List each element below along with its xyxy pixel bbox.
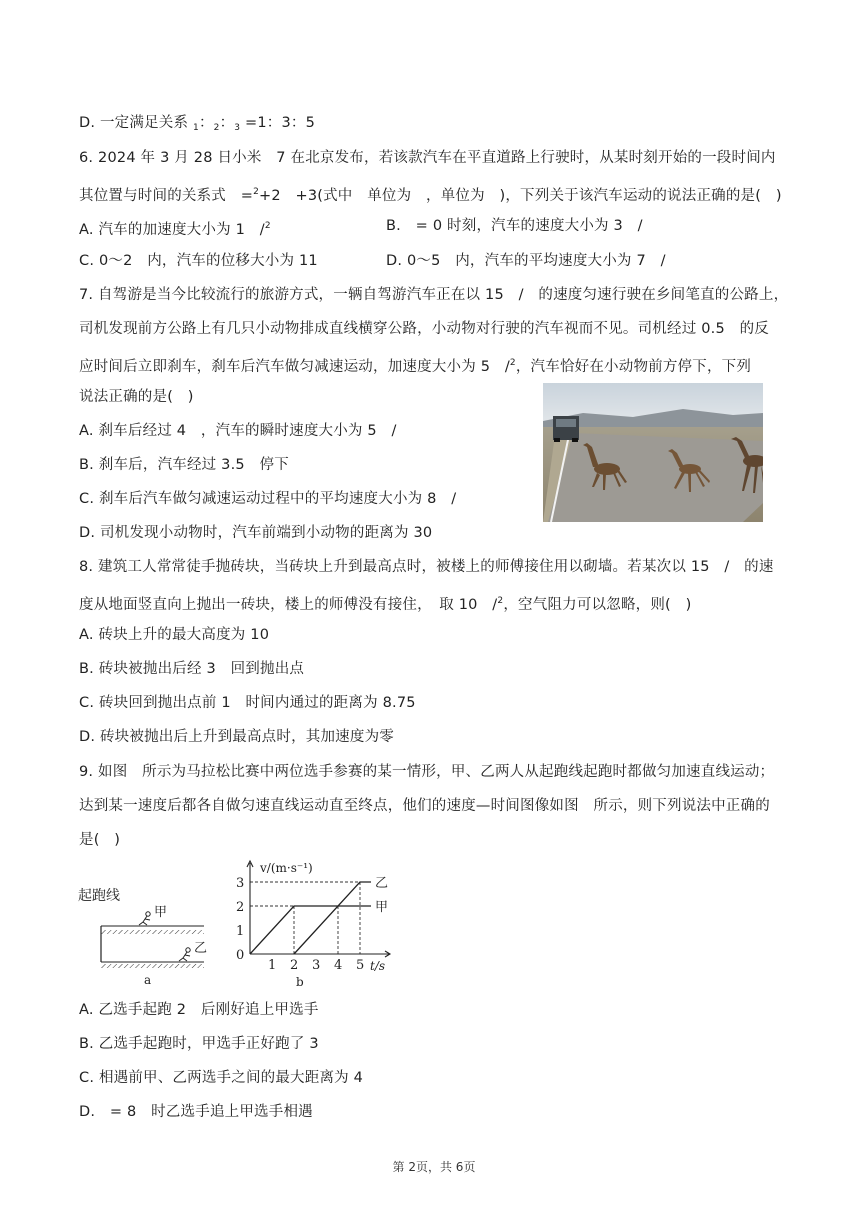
series-line-0 bbox=[250, 906, 371, 954]
q7-stem-line-1: 7. 自驾游是当今比较流行的旅游方式，一辆自驾游汽车正在以 15 / 的速度匀速行驶在乡间笔直的公路上， bbox=[79, 287, 789, 303]
q9-stem-line-1: 9. 如图 所示为马拉松比赛中两位选手参赛的某一情形，甲、乙两人从起跑线起跑时都做匀加速直线运动； bbox=[79, 764, 775, 780]
q9-option-b: B. 乙选手起跑时，甲选手正好跑了 3 bbox=[79, 1036, 319, 1052]
figure-a-track bbox=[76, 880, 216, 990]
q6-option-c: C. 0～2 内，汽车的位移大小为 11 bbox=[79, 253, 318, 269]
series-line-1 bbox=[294, 882, 371, 954]
x-tick-label-2: 2 bbox=[290, 958, 299, 973]
q5-option-d-ratio: =1：3：5 bbox=[245, 115, 316, 131]
q7-option-d: D. 司机发现小动物时，汽车前端到小动物的距离为 30 bbox=[79, 525, 433, 541]
q7-stem-line-2: 司机发现前方公路上有几只小动物排成直线横穿公路，小动物对行驶的汽车视而不见。司机经过 0.5 的反 bbox=[79, 321, 769, 337]
q6-option-a: A. 汽车的加速度大小为 1 /$^2$ bbox=[79, 221, 271, 238]
q7-stem-3a: 应时间后立即刹车，刹车后汽车做匀减速运动，加速度大小为 5 / bbox=[79, 359, 510, 375]
q7-option-c: C. 刹车后汽车做匀减速运动过程中的平均速度大小为 8 / bbox=[79, 491, 457, 507]
q6-stem-line-2: 其位置与时间的关系式 =$^2$+2 +3(式中 单位为 ，单位为 )，下列关于该汽车运动的说法正确的是( ) bbox=[79, 187, 782, 204]
runner-jia-label: 甲 bbox=[154, 905, 168, 920]
series-label-1: 乙 bbox=[375, 876, 389, 891]
q8-stem-line-2: 度从地面竖直向上抛出一砖块，楼上的师傅没有接住， 取 10 /$^2$，空气阻力可以忽略，则( ) bbox=[79, 596, 692, 613]
q7-stem-line-3: 应时间后立即刹车，刹车后汽车做匀减速运动，加速度大小为 5 /$^2$，汽车恰好在小动物前方停下，下列 bbox=[79, 358, 752, 375]
road-animals-photo bbox=[543, 383, 763, 522]
q8-option-b: B. 砖块被抛出后经 3 回到抛出点 bbox=[79, 661, 305, 677]
q7-stem-3b: ，汽车恰好在小动物前方停下，下列 bbox=[515, 359, 752, 375]
y-tick-label-3: 3 bbox=[236, 876, 245, 891]
q6-option-d: D. 0～5 内，汽车的平均速度大小为 7 / bbox=[386, 253, 666, 269]
x-axis-label: t/s bbox=[370, 959, 386, 973]
y-axis-label: v/(m·s⁻¹) bbox=[260, 861, 313, 875]
q5-option-d: D. 一定满足关系 $_1$：$_2$：$_3$ =1：3：5 bbox=[79, 115, 316, 133]
start-line-label: 起跑线 bbox=[78, 888, 120, 904]
q9-stem-line-3: 是( ) bbox=[79, 832, 121, 848]
x-tick-label-3: 3 bbox=[312, 958, 321, 973]
x-tick-label-1: 1 bbox=[268, 958, 277, 973]
y-tick-label-0: 0 bbox=[236, 948, 245, 963]
runner-jia-icon bbox=[139, 912, 150, 925]
truck-icon bbox=[553, 416, 579, 442]
q7-option-a: A. 刹车后经过 4 ，汽车的瞬时速度大小为 5 / bbox=[79, 423, 397, 439]
q8-option-a: A. 砖块上升的最大高度为 10 bbox=[79, 627, 270, 643]
runner-yi-label: 乙 bbox=[194, 941, 208, 956]
q8-option-c: C. 砖块回到抛出点前 1 时间内通过的距离为 8.75 bbox=[79, 695, 416, 711]
q6-stem-2a: 其位置与时间的关系式 = bbox=[79, 188, 254, 204]
q9-option-c: C. 相遇前甲、乙两选手之间的最大距离为 4 bbox=[79, 1070, 364, 1086]
runner-yi-icon bbox=[179, 948, 190, 961]
figure-b-caption: b bbox=[296, 975, 304, 989]
q8-stem-line-1: 8. 建筑工人常常徒手抛砖块，当砖块上升到最高点时，被楼上的师傅接住用以砌墙。若某次以 15 / 的速 bbox=[79, 559, 774, 575]
q6-stem-line-1: 6. 2024 年 3 月 28 日小米 7 在北京发布，若该款汽车在平直道路上行驶时，从某时刻开始的一段时间内 bbox=[79, 150, 776, 166]
x-tick-label-5: 5 bbox=[356, 958, 365, 973]
q6-stem-2b: +2 +3(式中 单位为 ，单位为 )，下列关于该汽车运动的说法正确的是( ) bbox=[259, 188, 782, 204]
q8-stem-2b: ，空气阻力可以忽略，则( ) bbox=[503, 597, 692, 613]
q9-stem-line-2: 达到某一速度后都各自做匀速直线运动直至终点，他们的速度—时间图像如图 所示，则下列说法中正确的 bbox=[79, 798, 770, 814]
q6-option-a-text: A. 汽车的加速度大小为 1 / bbox=[79, 222, 265, 238]
q7-stem-line-4: 说法正确的是( ) bbox=[79, 389, 194, 405]
q6-option-b: B. = 0 时刻，汽车的速度大小为 3 / bbox=[386, 218, 643, 234]
y-tick-label-2: 2 bbox=[236, 900, 245, 915]
figure-b-vt-chart bbox=[224, 858, 400, 990]
x-tick-label-4: 4 bbox=[334, 958, 343, 973]
series-label-0: 甲 bbox=[375, 900, 389, 915]
q8-stem-2a: 度从地面竖直向上抛出一砖块，楼上的师傅没有接住， 取 10 / bbox=[79, 597, 498, 613]
figure-a-caption: a bbox=[144, 973, 152, 987]
q7-option-b: B. 刹车后，汽车经过 3.5 停下 bbox=[79, 457, 289, 473]
q8-option-d: D. 砖块被抛出后上升到最高点时，其加速度为零 bbox=[79, 729, 394, 745]
y-tick-label-1: 1 bbox=[236, 924, 245, 939]
q9-option-a: A. 乙选手起跑 2 后刚好追上甲选手 bbox=[79, 1002, 319, 1018]
q5-option-d-text: D. 一定满足关系 bbox=[79, 115, 189, 131]
page-footer: 第 2页，共 6页 bbox=[392, 1160, 476, 1174]
q9-option-d: D. = 8 时乙选手追上甲选手相遇 bbox=[79, 1104, 313, 1120]
